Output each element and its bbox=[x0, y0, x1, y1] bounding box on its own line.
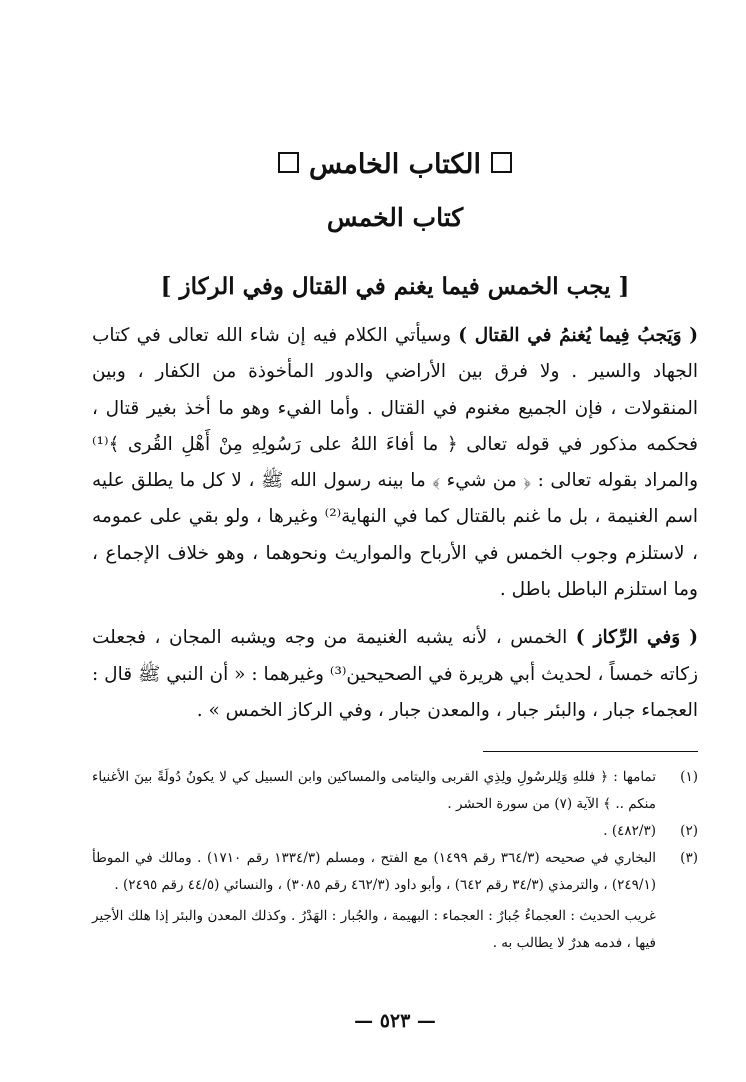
footnote-text: البخاري في صحيحه (٣٦٤/٣ رقم ١٤٩٩) مع الفتح ، ومسلم (١٣٣٤/٣ رقم ١٧١٠) . ومالك في الموطأ (٢٤٩/١) ، والترمذي (٣٤/٣ رقم ٦٤٢) ، وأبو داود (٤٦٢/٣ رقم ٣٠٨٥) ، والنسائي (٤٤/٥ رقم ٢٤٩٥) . bbox=[92, 850, 656, 894]
footnote-number: (٣) bbox=[680, 850, 698, 867]
kitab-title: كتاب الخمس bbox=[326, 203, 464, 232]
sharh-text: وسيأتي الكلام فيه إن شاء الله تعالى في كتاب الجهاد والسير . ولا فرق بين الأراضي والدور المأخوذة من الكفار ، وبين المنقولات ، فإن الجميع مغنوم في القتال . وأما الفيء وهو ما أخذ بغير قتال ، فحكمه مذكور في قوله تعالى ﴿ ما أفاءَ اللهُ على رَسُولِهِ مِنْ أَهْلِ القُرى ﴾⁽¹⁾ والمراد بقوله تعالى : ﴿ من شيء ﴾ ما بينه رسول الله ﷺ ، لا كل ما يطلق عليه اسم الغنيمة ، بل ما غنم بالقتال كما في النهاية⁽²⁾ وغيرها ، ولو بقي على عمومه ، لاستلزم وجوب الخمس في الأرباح والمواريث ونحوهما ، وهو خلاف الإجماع ، وما استلزم الباطل باطل . bbox=[92, 325, 698, 601]
square-ornament-icon bbox=[491, 152, 512, 173]
sharh-text: الخمس ، لأنه يشبه الغنيمة من وجه ويشبه المجان ، فجعلت زكاته خمساً ، لحديث أبي هريرة في الصحيحين⁽³⁾ وغيرهما : « أن النبي ﷺ قال : العجماء جبار ، والبئر جبار ، والمعدن جبار ، وفي الركاز الخمس » . bbox=[92, 627, 699, 721]
footnote bbox=[92, 845, 698, 899]
page-number: — ٥٢٣ — bbox=[354, 1010, 436, 1032]
footnote-separator bbox=[483, 751, 698, 752]
book-title bbox=[92, 140, 698, 190]
square-ornament-icon bbox=[278, 152, 299, 173]
footnote-number: (٢) bbox=[680, 823, 698, 840]
footnote bbox=[92, 764, 698, 818]
footnotes bbox=[92, 764, 698, 957]
book-title-text: الكتاب الخامس bbox=[308, 149, 482, 180]
footnote bbox=[92, 818, 698, 845]
matn-text: ( وَيَجبُ فِيما يُغنمُ في القتال ) bbox=[458, 325, 698, 346]
page-body bbox=[92, 140, 698, 1060]
main-text bbox=[92, 318, 698, 729]
footnote-text: تمامها : ﴿ فللهِ وَلِلرسُولِ ولِذِي القربى واليتامى والمساكين وابن السبيل كي لا يكونُ دُولَةً بينَ الأغنياء منكم .. ﴾ الآية (٧) من سورة الحشر . bbox=[92, 769, 656, 813]
footnote-number: (١) bbox=[680, 769, 698, 786]
paragraph bbox=[92, 318, 698, 608]
matn-text: ( وَفي الرِّكاز ) bbox=[575, 627, 699, 649]
paragraph bbox=[92, 620, 698, 729]
gharib-al-hadith: غريب الحديث : العجماءُ جُبارٌ : العجماء : البهيمة ، والجُبار : الهَدْرُ . وكذلك المعدن والبئر إذا هلك الأجير فيها ، فدمه هدرٌ لا يطالب به . bbox=[92, 908, 656, 952]
section-heading: [ يجب الخمس فيما يغنم في القتال وفي الركاز ] bbox=[160, 273, 630, 300]
footnote-text: (٤٨٢/٣) . bbox=[603, 823, 656, 840]
